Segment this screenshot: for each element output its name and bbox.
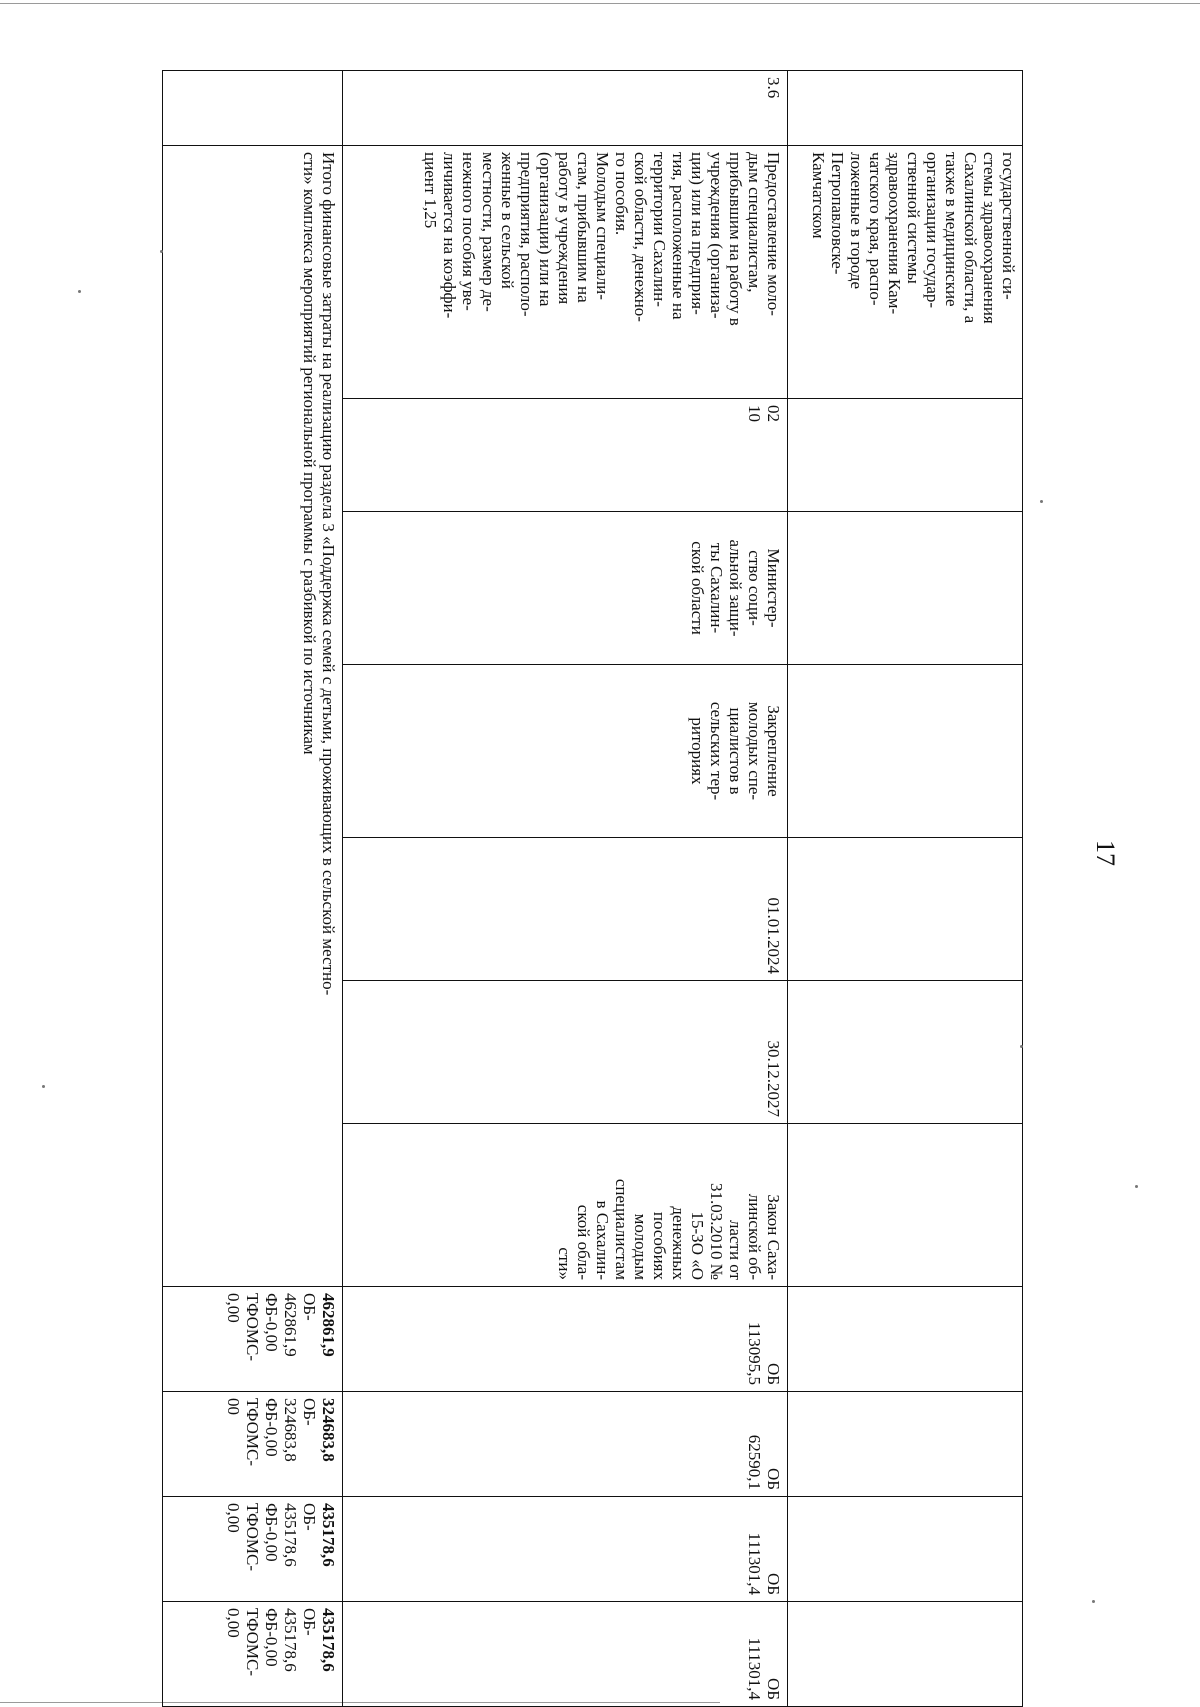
cell-fin-empty — [788, 1602, 1023, 1707]
cell-total-2026: 435178,6 ОБ- 435178,6 ФБ-0,00 ТФОМС- 0,00 — [163, 1497, 343, 1602]
table-row-continued — [788, 71, 1023, 1707]
cell-law: Закон Саха- линской об- ласти от 31.03.2010 № 15-ЗО «О денежных пособиях молодым специалистам в Сахалин- ской обла- сти» — [343, 1124, 788, 1287]
scan-top-line — [0, 3, 1200, 4]
scan-speck — [1135, 1185, 1138, 1188]
cell-result: Закрепление молодых спе- циалистов в сельских тер- риториях — [343, 665, 788, 838]
table-row-3-6 — [343, 71, 788, 1707]
scan-speck — [1092, 1600, 1095, 1603]
table-row-total — [163, 71, 343, 1707]
cell-total-text: Итого финансовые затраты на реализацию раздела 3 «Поддержка семей с детьми, проживающих в сельской местно- сти» комплекса мероприятий региональной программы с разбивкой по источникам — [163, 146, 343, 1287]
cell-end-date: 30.12.2027 — [343, 981, 788, 1124]
cell-fin-empty — [788, 1392, 1023, 1497]
cell-finance-2026: ОБ 111301,4 — [343, 1497, 788, 1602]
scan-speck — [78, 290, 81, 293]
cell-finance-2027: ОБ 111301,4 — [343, 1602, 788, 1707]
cell-total-2024: 462861,9 ОБ- 462861,9 ФБ-0,00 ТФОМС- 0,00 — [163, 1287, 343, 1392]
cell-result-empty — [788, 665, 1023, 838]
cell-name-continued: государственной си- стемы здравоохранения Сахалинской области, а также в медицинские организации государ- ственной системы здравоохранения Кам- чатского края, распо- ложенные в городе Петропавловске- Камчатском — [788, 146, 1023, 399]
cell-start-date: 01.01.2024 — [343, 838, 788, 981]
cell-total-empty — [163, 71, 343, 146]
cell-finance-2025: ОБ 62590,1 — [343, 1392, 788, 1497]
scan-speck — [160, 250, 163, 253]
cell-name: Предоставление моло- дым специалистам, прибывшим на работу в учреждения (организа- ции) или на предприя- тия, расположенные на территории Сахалин- ской области, денежно- го пособия. Молодым специали- стам, прибывшим на работу в учреждения (организации) или на предприятия, располо- женные в сельской местности, размер де- нежного пособия уве- личивается на коэффи- циент 1,25 — [343, 146, 788, 399]
cell-fin-empty — [788, 1287, 1023, 1392]
cell-total-2025: 324683,8 ОБ- 324683,8 ФБ-0,00 ТФОМС- 00 — [163, 1392, 343, 1497]
cell-number: 3.6 — [343, 71, 788, 146]
cell-start-empty — [788, 838, 1023, 981]
programme-table — [162, 70, 1023, 1707]
cell-code: 02 10 — [343, 399, 788, 512]
cell-law-empty — [788, 1124, 1023, 1287]
page-number: 17 — [1091, 840, 1120, 866]
cell-responsible: Министер- ство соци- альной защи- ты Сахалин- ской области — [343, 512, 788, 665]
cell-finance-2024: ОБ 113095,5 — [343, 1287, 788, 1392]
cell-responsible-empty — [788, 512, 1023, 665]
cell-total-2027: 435178,6 ОБ- 435178,6 ФБ-0,00 ТФОМС- 0,00 — [163, 1602, 343, 1707]
scan-speck — [1020, 1045, 1023, 1048]
rotated-table-block — [163, 70, 1023, 1700]
cell-number-empty — [788, 71, 1023, 146]
cell-end-empty — [788, 981, 1023, 1124]
cell-code-empty — [788, 399, 1023, 512]
scan-speck — [42, 1085, 45, 1088]
cell-fin-empty — [788, 1497, 1023, 1602]
scan-speck — [1040, 500, 1043, 503]
